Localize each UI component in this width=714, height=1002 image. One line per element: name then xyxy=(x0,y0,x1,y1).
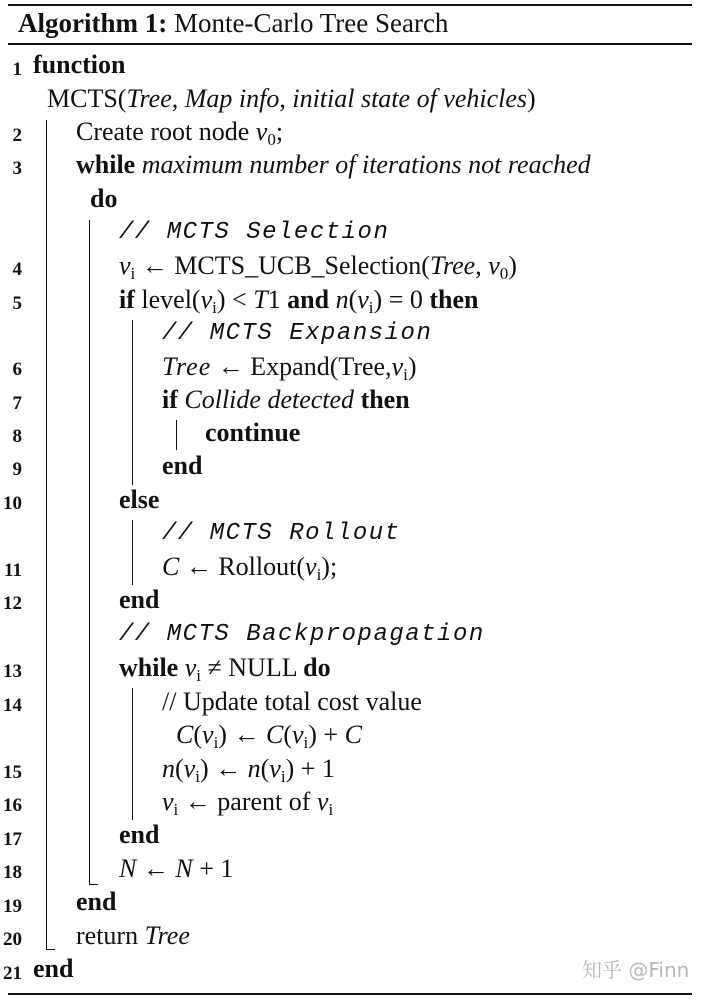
line-number: 8 xyxy=(12,426,22,447)
var-t: T xyxy=(253,285,268,314)
close-paren: ); xyxy=(321,552,338,581)
not-null: ≠ NULL xyxy=(201,653,304,682)
line-number: 21 xyxy=(3,963,22,984)
var-n: n xyxy=(162,754,175,783)
var-v: v xyxy=(305,552,317,581)
subscript: i xyxy=(316,565,322,584)
if-level-line xyxy=(119,285,478,315)
paren: ( xyxy=(283,720,292,749)
rollout-call: ← Rollout( xyxy=(179,552,306,581)
line-number: 19 xyxy=(3,896,22,917)
line-number: 9 xyxy=(12,459,22,480)
var-v: v xyxy=(200,285,213,314)
mcts-close: ) xyxy=(527,84,536,113)
selection-line xyxy=(119,251,517,281)
line-number: 18 xyxy=(3,862,22,883)
expand-call: ← Expand(Tree, xyxy=(211,352,392,381)
end-keyword: end xyxy=(33,954,74,983)
line-number: 7 xyxy=(12,393,22,414)
while-keyword: while xyxy=(76,150,136,179)
indent-bar-if-collide xyxy=(176,420,177,450)
var-n: n xyxy=(247,754,261,783)
algorithm-caption xyxy=(18,6,448,40)
comment-expansion: // MCTS Expansion xyxy=(162,320,433,347)
var-n: N xyxy=(119,854,137,883)
var-v: v xyxy=(391,352,404,381)
line-number: 13 xyxy=(3,661,22,682)
while-inner-line xyxy=(119,653,331,683)
mcts-sep: , xyxy=(171,84,185,113)
var-v: v xyxy=(255,117,268,146)
line-number: 1 xyxy=(12,59,22,80)
indent-bar-else xyxy=(132,520,133,585)
mcts-sep: , xyxy=(279,84,293,113)
subscript: i xyxy=(196,666,202,685)
subscript: i xyxy=(130,264,136,283)
var-c: C xyxy=(265,720,284,749)
if-keyword: if xyxy=(119,285,135,314)
algorithm-name: Monte-Carlo Tree Search xyxy=(173,8,449,38)
plus: ) + xyxy=(308,720,345,749)
subscript: i xyxy=(173,800,179,819)
subscript: i xyxy=(212,298,217,317)
var-v: v xyxy=(291,720,304,749)
subscript: i xyxy=(195,767,200,786)
mcts-name: MCTS( xyxy=(47,84,127,113)
bottom-rule xyxy=(8,993,692,995)
subscript: i xyxy=(213,733,219,752)
line-number: 5 xyxy=(12,293,22,314)
comment-selection: // MCTS Selection xyxy=(119,219,390,246)
else-keyword: else xyxy=(119,485,160,514)
function-keyword: function xyxy=(33,50,126,79)
indent-hook-function xyxy=(46,949,55,950)
if-collide-line xyxy=(162,385,410,415)
sep: , xyxy=(475,251,489,280)
continue-keyword: continue xyxy=(205,418,301,447)
arg-tree: Tree xyxy=(429,251,476,280)
n-update-line xyxy=(162,754,335,784)
line-number: 14 xyxy=(3,695,22,716)
comment-rollout: // MCTS Rollout xyxy=(162,520,401,547)
then-keyword: then xyxy=(429,285,479,314)
comment-update: // Update total cost value xyxy=(162,687,422,716)
assign: ) ← xyxy=(218,720,266,749)
if-keyword: if xyxy=(162,385,178,414)
indent-hook-while-outer xyxy=(89,884,98,885)
open-paren: ( xyxy=(348,285,358,314)
end-keyword: end xyxy=(162,451,203,480)
assign: ← xyxy=(136,854,176,883)
subscript: 0 xyxy=(499,264,509,283)
var-c: C xyxy=(162,552,180,581)
equals-zero: ) = 0 xyxy=(373,285,430,314)
var-v: v xyxy=(316,787,329,816)
watermark: 知乎 @Finn xyxy=(582,958,690,982)
close-paren: ) xyxy=(508,251,517,280)
subscript: i xyxy=(368,298,374,317)
n-increment-line xyxy=(119,854,233,884)
level-fn: level( xyxy=(134,285,201,314)
while-condition: maximum number of iterations not reached xyxy=(141,150,591,179)
return-keyword: return xyxy=(76,921,145,950)
caption-rule xyxy=(8,43,692,45)
line-number: 16 xyxy=(3,795,22,816)
paren: ( xyxy=(193,720,203,749)
line-number: 4 xyxy=(12,259,22,280)
plus-one: + 1 xyxy=(192,854,234,883)
var-v: v xyxy=(183,754,196,783)
var-v: v xyxy=(162,787,174,816)
line-number: 10 xyxy=(3,493,22,514)
do-keyword: do xyxy=(303,653,331,682)
end-keyword: end xyxy=(76,887,117,916)
comment-backpropagation: // MCTS Backpropagation xyxy=(119,621,485,648)
line-number: 20 xyxy=(3,929,22,950)
var-v: v xyxy=(184,653,197,682)
subscript: 0 xyxy=(267,130,276,149)
indent-bar-function xyxy=(46,120,47,950)
create-root-text: Create root node xyxy=(76,117,256,146)
var-v: v xyxy=(269,754,281,783)
assign: ) ← xyxy=(199,754,248,783)
indent-bar-if-level xyxy=(132,320,133,485)
indent-bar-while-outer xyxy=(89,220,90,885)
while-outer-line xyxy=(76,150,591,180)
subscript: i xyxy=(403,365,408,384)
plus-one: ) + 1 xyxy=(285,754,335,783)
line-number: 6 xyxy=(12,359,22,380)
end-keyword: end xyxy=(119,585,160,614)
mcts-arg-tree: Tree xyxy=(126,84,172,113)
then-keyword: then xyxy=(360,385,410,414)
parent-line xyxy=(162,787,333,817)
parent-text: ← parent of xyxy=(178,787,317,816)
subscript: i xyxy=(303,733,309,752)
var-c: C xyxy=(344,720,362,749)
var-n: n xyxy=(335,285,349,314)
var-v: v xyxy=(119,251,131,280)
end-keyword: end xyxy=(119,820,160,849)
return-value: Tree xyxy=(144,921,190,950)
t-index: 1 xyxy=(267,285,281,314)
mcts-signature xyxy=(47,84,536,114)
selection-call: ← MCTS_UCB_Selection( xyxy=(135,251,430,280)
line-number: 17 xyxy=(3,829,22,850)
paren: ( xyxy=(260,754,270,783)
paren: ( xyxy=(175,754,184,783)
rollout-line xyxy=(162,552,337,582)
var-n: N xyxy=(175,854,193,883)
mcts-arg-map: Map info xyxy=(184,84,280,113)
line-number: 3 xyxy=(12,158,22,179)
var-v: v xyxy=(488,251,500,280)
collide-condition: Collide detected xyxy=(177,385,361,414)
indent-bar-while-inner xyxy=(132,688,133,820)
var-v: v xyxy=(202,720,214,749)
and-keyword: and xyxy=(280,285,336,314)
line-number: 2 xyxy=(12,125,22,146)
close-paren: ) xyxy=(407,352,417,381)
less-than: ) < xyxy=(216,285,254,314)
semicolon: ; xyxy=(275,117,284,146)
subscript: i xyxy=(280,767,286,786)
create-root-line xyxy=(76,117,283,147)
line-number: 15 xyxy=(3,762,22,783)
mcts-arg-state: initial state of vehicles xyxy=(292,84,528,113)
algorithm-label: Algorithm 1: xyxy=(18,8,168,38)
while-keyword: while xyxy=(119,653,179,682)
cost-update-line xyxy=(176,720,362,750)
line-number: 12 xyxy=(3,593,22,614)
var-c: C xyxy=(176,720,194,749)
var-tree: Tree xyxy=(162,352,212,381)
var-v: v xyxy=(357,285,369,314)
do-keyword: do xyxy=(90,184,118,213)
subscript: i xyxy=(328,800,334,819)
expand-line xyxy=(162,352,417,382)
return-line xyxy=(76,921,190,951)
line-number: 11 xyxy=(4,560,22,581)
